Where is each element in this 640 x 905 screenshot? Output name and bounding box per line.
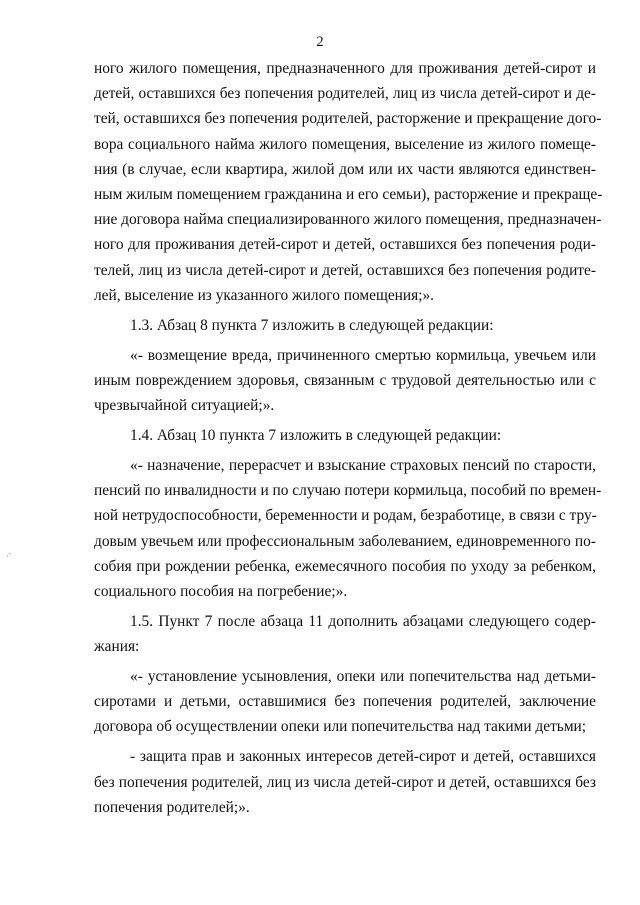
text-line: ния (в случае, если квартира, жилой дом или их части являются единствен- — [94, 160, 596, 178]
text-line: довым увечьем или профессиональным заболеванием, единовременного по- — [94, 532, 596, 550]
text-line: договора об осуществлении опеки или попечительства над такими детьми; — [94, 718, 587, 736]
paragraph — [94, 423, 596, 448]
text-line: тей, оставшихся без попечения родителей, расторжение и прекращение дого- — [94, 110, 602, 128]
paragraph — [94, 313, 596, 338]
text-line: вора социального найма жилого помещения, выселение из жилого помеще- — [94, 135, 596, 153]
page-number: 2 — [316, 34, 324, 50]
paragraph — [94, 343, 596, 419]
text-line: «- установление усыновления, опеки или попечительства над детьми- — [130, 668, 596, 686]
text-line: ние договора найма специализированного жилого помещения, предназначен- — [94, 211, 602, 229]
document-body — [94, 56, 603, 820]
text-line: ным жилым помещением гражданина и его семьи), расторжение и прекраще- — [94, 185, 603, 203]
text-line: ного жилого помещения, предназначенного для проживания детей-сирот и — [94, 60, 596, 77]
text-line: попечения родителей;». — [94, 798, 250, 816]
text-line: собия при рождении ребенка, ежемесячного пособия по уходу за ребенком, — [94, 557, 596, 575]
text-line: ной нетрудоспособности, беременности и родам, безработице, в связи с тру- — [94, 507, 597, 525]
text-line: 1.4. Абзац 10 пункта 7 изложить в следующей редакции: — [130, 427, 502, 445]
paragraph — [94, 664, 596, 740]
text-line: социального пособия на погребение;». — [94, 582, 348, 600]
paragraph — [94, 56, 603, 308]
text-line: - защита прав и законных интересов детей-сирот и детей, оставшихся — [130, 748, 596, 766]
paragraph — [94, 744, 596, 820]
text-line: «- назначение, перерасчет и взыскание страховых пенсий по старости, — [130, 457, 596, 474]
text-line: детей, оставшихся без попечения родителей, лиц из числа детей-сирот и де- — [94, 85, 596, 103]
text-line: чрезвычайной ситуацией;». — [94, 397, 275, 415]
paragraph — [94, 609, 596, 659]
text-line: ного для проживания детей-сирот и детей, оставшихся без попечения роди- — [94, 236, 596, 254]
text-line: жания: — [94, 638, 140, 656]
text-line: 1.5. Пункт 7 после абзаца 11 дополнить абзацами следующего содер- — [130, 612, 596, 630]
text-line: иным повреждением здоровья, связанным с трудовой деятельностью или с — [94, 371, 596, 389]
text-line: без попечения родителей, лиц из числа детей-сирот и детей, оставшихся без — [94, 773, 596, 791]
text-line: 1.3. Абзац 8 пункта 7 изложить в следующей редакции: — [130, 316, 494, 334]
text-line: сиротами и детьми, оставшимися без попечения родителей, заключение — [94, 693, 596, 711]
margin-mark: ,- — [6, 548, 12, 558]
text-line: телей, лиц из числа детей-сирот и детей, оставшихся без попечения родите- — [94, 261, 596, 279]
text-line: лей, выселение из указанного жилого помещения;». — [94, 286, 435, 304]
paragraph — [94, 453, 602, 604]
text-line: пенсий по инвалидности и по случаю потери кормильца, пособий по времен- — [94, 482, 602, 500]
text-line: «- возмещение вреда, причиненного смертью кормильца, увечьем или — [130, 346, 596, 364]
